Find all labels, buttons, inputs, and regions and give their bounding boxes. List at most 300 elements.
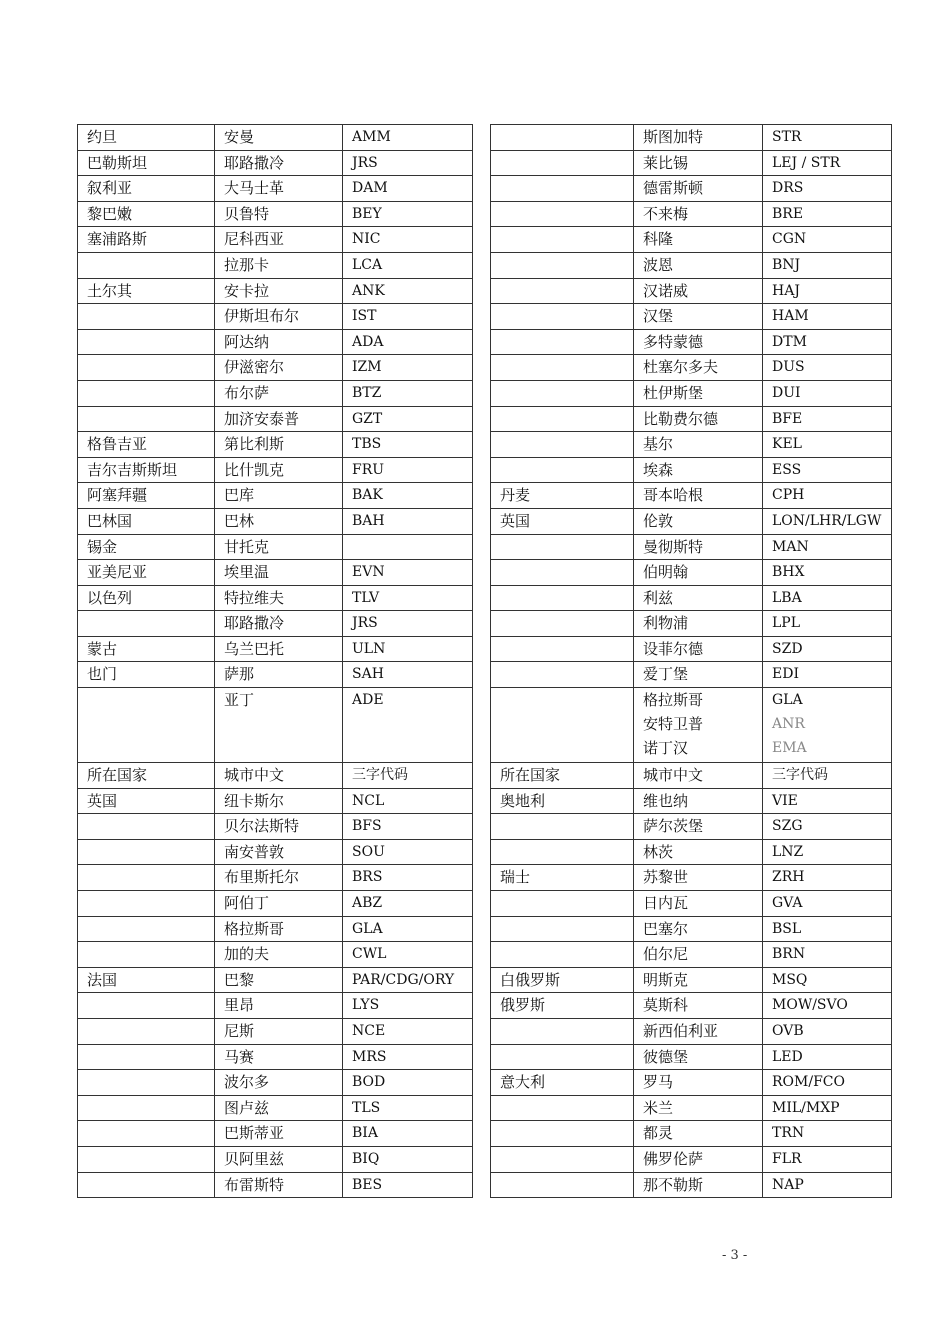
country-cell: 所在国家 <box>491 763 634 789</box>
code-cell: IZM <box>343 355 473 381</box>
right-table-row <box>491 916 892 942</box>
left-table-row <box>78 788 473 814</box>
city-cell: 伯明翰 <box>634 560 763 586</box>
country-cell: 格鲁吉亚 <box>78 432 215 458</box>
city-cell: 乌兰巴托 <box>215 636 343 662</box>
country-cell: 锡金 <box>78 534 215 560</box>
country-cell: 所在国家 <box>78 763 215 789</box>
right-table-row <box>491 688 892 763</box>
code-cell: NAP <box>763 1172 892 1198</box>
city-cell: 里昂 <box>215 993 343 1019</box>
city-cell: 德雷斯顿 <box>634 176 763 202</box>
city-cell: 贝鲁特 <box>215 201 343 227</box>
country-cell: 丹麦 <box>491 483 634 509</box>
code-cell: GZT <box>343 406 473 432</box>
city-cell: 设菲尔德 <box>634 636 763 662</box>
code-cell: BIQ <box>343 1146 473 1172</box>
country-cell <box>491 329 634 355</box>
city-cell: 耶路撒冷 <box>215 611 343 637</box>
code-cell: IST <box>343 304 473 330</box>
code-cell: PAR/CDG/ORY <box>343 967 473 993</box>
code-cell: SZG <box>763 814 892 840</box>
code-cell: JRS <box>343 150 473 176</box>
code-cell: 三字代码 <box>343 763 473 789</box>
country-cell <box>78 891 215 917</box>
city-cell: 米兰 <box>634 1095 763 1121</box>
faint-code: ANR <box>772 716 805 733</box>
right-table-row <box>491 560 892 586</box>
country-cell <box>78 916 215 942</box>
left-table-row <box>78 457 473 483</box>
left-table-row <box>78 891 473 917</box>
code-cell: DRS <box>763 176 892 202</box>
left-table-row <box>78 942 473 968</box>
code-cell: SOU <box>343 839 473 865</box>
code-cell: ULN <box>343 636 473 662</box>
code-cell: NIC <box>343 227 473 253</box>
country-cell <box>491 534 634 560</box>
left-table-row <box>78 227 473 253</box>
left-table-row <box>78 278 473 304</box>
right-table-row <box>491 329 892 355</box>
city-cell: 都灵 <box>634 1121 763 1147</box>
code-cell: TLV <box>343 585 473 611</box>
left-table-row <box>78 662 473 688</box>
city-cell: 明斯克 <box>634 967 763 993</box>
left-table-row <box>78 1044 473 1070</box>
city-cell: 波尔多 <box>215 1070 343 1096</box>
city-cell: 基尔 <box>634 432 763 458</box>
left-table-row <box>78 865 473 891</box>
city-cell: 甘托克 <box>215 534 343 560</box>
right-table-row <box>491 942 892 968</box>
code-cell: BFE <box>763 406 892 432</box>
code-cell: LBA <box>763 585 892 611</box>
faint-code: EMA <box>772 740 807 757</box>
city-cell: 马赛 <box>215 1044 343 1070</box>
code-cell: LYS <box>343 993 473 1019</box>
code-cell: MRS <box>343 1044 473 1070</box>
code-cell: LNZ <box>763 839 892 865</box>
city-cell: 城市中文 <box>634 763 763 789</box>
country-cell <box>491 814 634 840</box>
right-table-row <box>491 432 892 458</box>
code-cell: KEL <box>763 432 892 458</box>
country-cell: 意大利 <box>491 1070 634 1096</box>
country-cell <box>491 1146 634 1172</box>
code-cell: TRN <box>763 1121 892 1147</box>
city-cell: 布雷斯特 <box>215 1172 343 1198</box>
right-table-row <box>491 457 892 483</box>
city-cell: 城市中文 <box>215 763 343 789</box>
right-table-row <box>491 534 892 560</box>
country-cell <box>491 636 634 662</box>
country-cell <box>78 611 215 637</box>
country-cell <box>78 1070 215 1096</box>
code-cell: GVA <box>763 891 892 917</box>
left-table-row <box>78 176 473 202</box>
right-table-row <box>491 150 892 176</box>
city-cell: 贝阿里兹 <box>215 1146 343 1172</box>
code-cell: 三字代码 <box>763 763 892 789</box>
right-table-row <box>491 788 892 814</box>
city-cell: 利物浦 <box>634 611 763 637</box>
country-cell: 英国 <box>78 788 215 814</box>
country-cell: 土尔其 <box>78 278 215 304</box>
city-cell: 萨那 <box>215 662 343 688</box>
left-table-row <box>78 688 473 763</box>
page-number: - 3 - <box>722 1248 748 1263</box>
code-cell: OVB <box>763 1019 892 1045</box>
left-table-row <box>78 636 473 662</box>
left-table-row <box>78 355 473 381</box>
code-cell: BAH <box>343 508 473 534</box>
code-cell: BTZ <box>343 380 473 406</box>
right-table-row <box>491 508 892 534</box>
city-cell: 斯图加特 <box>634 125 763 151</box>
code-cell: GLA ANR EMA <box>763 688 892 763</box>
left-table-row <box>78 534 473 560</box>
city-cell: 杜伊斯堡 <box>634 380 763 406</box>
country-cell <box>491 227 634 253</box>
left-table-row <box>78 329 473 355</box>
code-cell: ADA <box>343 329 473 355</box>
country-cell <box>491 304 634 330</box>
code-cell: BIA <box>343 1121 473 1147</box>
country-cell <box>491 611 634 637</box>
left-table-row <box>78 993 473 1019</box>
right-table-row <box>491 636 892 662</box>
country-cell: 瑞士 <box>491 865 634 891</box>
right-table-row <box>491 967 892 993</box>
country-cell: 约旦 <box>78 125 215 151</box>
city-cell: 埃里温 <box>215 560 343 586</box>
city-cell: 贝尔法斯特 <box>215 814 343 840</box>
country-cell <box>491 252 634 278</box>
country-cell <box>78 380 215 406</box>
left-table-row <box>78 125 473 151</box>
country-cell <box>491 662 634 688</box>
right-table-row <box>491 1070 892 1096</box>
right-table-row <box>491 201 892 227</box>
country-cell <box>78 839 215 865</box>
city-cell: 尼斯 <box>215 1019 343 1045</box>
city-cell: 曼彻斯特 <box>634 534 763 560</box>
city-line: 安特卫普 <box>643 715 704 734</box>
city-cell: 巴黎 <box>215 967 343 993</box>
country-cell <box>491 176 634 202</box>
left-table-row <box>78 560 473 586</box>
code-cell: LED <box>763 1044 892 1070</box>
city-cell: 大马士革 <box>215 176 343 202</box>
code-cell: FLR <box>763 1146 892 1172</box>
country-cell <box>491 201 634 227</box>
country-cell: 英国 <box>491 508 634 534</box>
country-cell <box>78 252 215 278</box>
code-cell: DUI <box>763 380 892 406</box>
country-cell <box>491 585 634 611</box>
city-cell: 巴塞尔 <box>634 916 763 942</box>
city-cell: 亚丁 <box>215 688 343 763</box>
country-cell: 以色列 <box>78 585 215 611</box>
city-cell: 耶路撒冷 <box>215 150 343 176</box>
country-cell: 阿塞拜疆 <box>78 483 215 509</box>
country-cell <box>78 814 215 840</box>
code-cell: BHX <box>763 560 892 586</box>
code-cell: TBS <box>343 432 473 458</box>
left-table-row <box>78 585 473 611</box>
left-table-row <box>78 150 473 176</box>
left-table-row <box>78 432 473 458</box>
city-cell: 维也纳 <box>634 788 763 814</box>
right-code-table <box>490 124 892 1198</box>
city-cell: 哥本哈根 <box>634 483 763 509</box>
code-cell: NCL <box>343 788 473 814</box>
country-cell <box>491 916 634 942</box>
code-cell: BEY <box>343 201 473 227</box>
left-code-table <box>77 124 473 1198</box>
country-cell <box>78 942 215 968</box>
code-cell: HAM <box>763 304 892 330</box>
country-cell <box>78 1019 215 1045</box>
code-cell: VIE <box>763 788 892 814</box>
country-cell <box>78 1044 215 1070</box>
right-table-row <box>491 1019 892 1045</box>
code-cell: TLS <box>343 1095 473 1121</box>
city-cell: 佛罗伦萨 <box>634 1146 763 1172</box>
country-cell <box>491 432 634 458</box>
city-cell: 加的夫 <box>215 942 343 968</box>
city-cell: 汉堡 <box>634 304 763 330</box>
country-cell <box>78 304 215 330</box>
right-table-row <box>491 993 892 1019</box>
city-cell: 伊滋密尔 <box>215 355 343 381</box>
city-cell: 比勒费尔德 <box>634 406 763 432</box>
code-cell: ABZ <box>343 891 473 917</box>
city-cell: 布里斯托尔 <box>215 865 343 891</box>
left-table-row <box>78 916 473 942</box>
city-cell: 伯尔尼 <box>634 942 763 968</box>
code-cell: BES <box>343 1172 473 1198</box>
country-cell <box>491 278 634 304</box>
city-cell: 那不勒斯 <box>634 1172 763 1198</box>
country-cell: 俄罗斯 <box>491 993 634 1019</box>
right-table-row <box>491 814 892 840</box>
city-cell: 巴斯蒂亚 <box>215 1121 343 1147</box>
code-cell: HAJ <box>763 278 892 304</box>
city-cell: 比什凯克 <box>215 457 343 483</box>
left-table-row <box>78 1070 473 1096</box>
right-table-row <box>491 355 892 381</box>
right-table-row <box>491 585 892 611</box>
right-table-row <box>491 252 892 278</box>
code-cell: DTM <box>763 329 892 355</box>
code-cell: BRN <box>763 942 892 968</box>
city-cell: 阿伯丁 <box>215 891 343 917</box>
code-cell: AMM <box>343 125 473 151</box>
city-cell: 伊斯坦布尔 <box>215 304 343 330</box>
code-cell: DUS <box>763 355 892 381</box>
right-table-row <box>491 1121 892 1147</box>
city-cell: 萨尔茨堡 <box>634 814 763 840</box>
code-cell: LCA <box>343 252 473 278</box>
code-cell: FRU <box>343 457 473 483</box>
code-cell: LON/LHR/LGW <box>763 508 892 534</box>
city-cell: 南安普敦 <box>215 839 343 865</box>
right-table-row <box>491 1044 892 1070</box>
country-cell: 巴勒斯坦 <box>78 150 215 176</box>
code-cell: ADE <box>343 688 473 763</box>
city-cell: 日内瓦 <box>634 891 763 917</box>
country-cell <box>491 1044 634 1070</box>
left-table-row <box>78 201 473 227</box>
country-cell <box>491 891 634 917</box>
right-table-row <box>491 380 892 406</box>
right-table-row <box>491 763 892 789</box>
city-cell: 苏黎世 <box>634 865 763 891</box>
country-cell: 巴林国 <box>78 508 215 534</box>
code-cell: BSL <box>763 916 892 942</box>
right-table-row <box>491 1095 892 1121</box>
left-table-row <box>78 1146 473 1172</box>
country-cell: 塞浦路斯 <box>78 227 215 253</box>
city-cell: 埃森 <box>634 457 763 483</box>
country-cell: 亚美尼亚 <box>78 560 215 586</box>
code-cell <box>343 534 473 560</box>
country-cell <box>78 1172 215 1198</box>
city-line: 诺丁汉 <box>643 739 689 758</box>
left-table-row <box>78 483 473 509</box>
city-cell: 阿达纳 <box>215 329 343 355</box>
right-table-row <box>491 865 892 891</box>
city-cell: 图卢兹 <box>215 1095 343 1121</box>
right-table-row <box>491 483 892 509</box>
left-table-row <box>78 406 473 432</box>
city-cell: 汉诺威 <box>634 278 763 304</box>
country-cell <box>78 865 215 891</box>
country-cell <box>491 560 634 586</box>
right-table-row <box>491 278 892 304</box>
country-cell <box>491 1095 634 1121</box>
country-cell <box>491 406 634 432</box>
left-table-row <box>78 967 473 993</box>
code-cell: BRS <box>343 865 473 891</box>
country-cell: 白俄罗斯 <box>491 967 634 993</box>
code-cell: SZD <box>763 636 892 662</box>
city-cell: 爱丁堡 <box>634 662 763 688</box>
code-cell: CWL <box>343 942 473 968</box>
country-cell <box>78 1095 215 1121</box>
city-cell: 特拉维夫 <box>215 585 343 611</box>
country-cell <box>78 355 215 381</box>
code-cell: JRS <box>343 611 473 637</box>
left-table-row <box>78 814 473 840</box>
country-cell <box>491 380 634 406</box>
code-cell: BOD <box>343 1070 473 1096</box>
country-cell <box>78 406 215 432</box>
code-cell: ANK <box>343 278 473 304</box>
country-cell <box>78 1121 215 1147</box>
city-cell: 莱比锡 <box>634 150 763 176</box>
right-table-row <box>491 125 892 151</box>
country-cell <box>491 1121 634 1147</box>
country-cell <box>491 688 634 763</box>
code-cell: GLA <box>343 916 473 942</box>
code-cell: SAH <box>343 662 473 688</box>
country-cell <box>491 839 634 865</box>
city-cell: 巴林 <box>215 508 343 534</box>
country-cell <box>78 688 215 763</box>
country-cell <box>491 942 634 968</box>
left-table-row <box>78 1019 473 1045</box>
city-cell: 格拉斯哥 安特卫普 诺丁汉 <box>634 688 763 763</box>
city-cell: 加济安泰普 <box>215 406 343 432</box>
right-table-row <box>491 1172 892 1198</box>
left-table-row <box>78 380 473 406</box>
country-cell <box>78 1146 215 1172</box>
city-cell: 第比利斯 <box>215 432 343 458</box>
left-table-row <box>78 1121 473 1147</box>
left-table-row <box>78 304 473 330</box>
right-table-row <box>491 611 892 637</box>
code-cell: LEJ / STR <box>763 150 892 176</box>
right-table-row <box>491 662 892 688</box>
city-cell: 利兹 <box>634 585 763 611</box>
country-cell: 也门 <box>78 662 215 688</box>
city-cell: 安曼 <box>215 125 343 151</box>
code-cell: EDI <box>763 662 892 688</box>
code-cell: EVN <box>343 560 473 586</box>
code-cell: MOW/SVO <box>763 993 892 1019</box>
code-cell: STR <box>763 125 892 151</box>
city-cell: 伦敦 <box>634 508 763 534</box>
country-cell <box>78 993 215 1019</box>
right-table-row <box>491 839 892 865</box>
code-cell: BNJ <box>763 252 892 278</box>
right-table-row <box>491 406 892 432</box>
left-table-row <box>78 1095 473 1121</box>
code-cell: ROM/FCO <box>763 1070 892 1096</box>
city-cell: 尼科西亚 <box>215 227 343 253</box>
country-cell <box>78 329 215 355</box>
left-table-row <box>78 839 473 865</box>
code-cell: BRE <box>763 201 892 227</box>
code-cell: ZRH <box>763 865 892 891</box>
code-cell: CGN <box>763 227 892 253</box>
country-cell <box>491 1019 634 1045</box>
city-cell: 多特蒙德 <box>634 329 763 355</box>
city-cell: 罗马 <box>634 1070 763 1096</box>
code-cell: CPH <box>763 483 892 509</box>
right-table-row <box>491 304 892 330</box>
city-cell: 不来梅 <box>634 201 763 227</box>
city-cell: 新西伯利亚 <box>634 1019 763 1045</box>
city-cell: 莫斯科 <box>634 993 763 1019</box>
city-cell: 安卡拉 <box>215 278 343 304</box>
city-cell: 波恩 <box>634 252 763 278</box>
code-cell: BAK <box>343 483 473 509</box>
code-cell: DAM <box>343 176 473 202</box>
code-cell: MSQ <box>763 967 892 993</box>
code-cell: LPL <box>763 611 892 637</box>
city-cell: 纽卡斯尔 <box>215 788 343 814</box>
right-table-row <box>491 176 892 202</box>
country-cell <box>491 1172 634 1198</box>
city-cell: 布尔萨 <box>215 380 343 406</box>
city-cell: 拉那卡 <box>215 252 343 278</box>
city-cell: 巴库 <box>215 483 343 509</box>
left-table-row <box>78 508 473 534</box>
